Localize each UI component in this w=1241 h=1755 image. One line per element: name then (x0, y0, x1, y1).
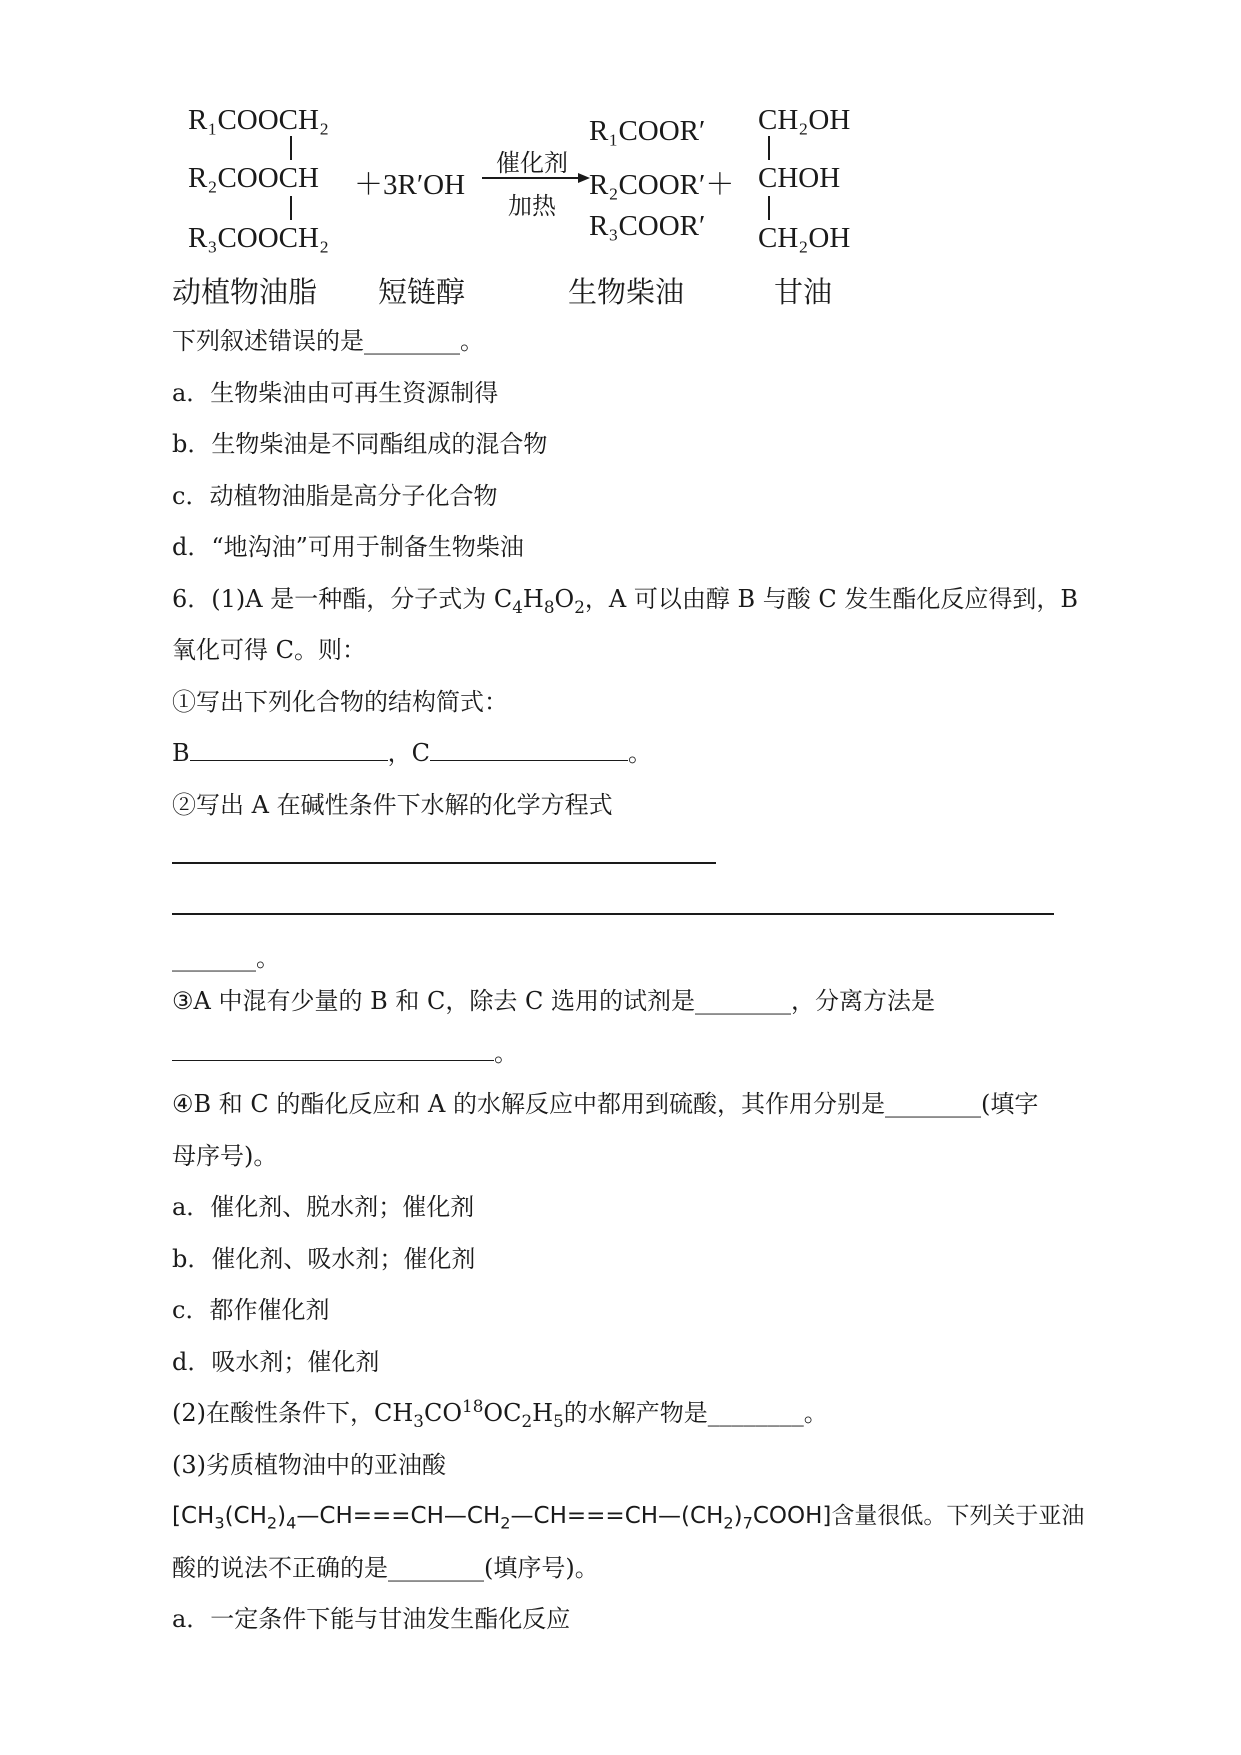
q5-option-a: a．生物柴油由可再生资源制得 (172, 379, 499, 407)
q6-part-3-option-a: a．一定条件下能与甘油发生酯化反应 (172, 1605, 571, 1633)
glycerol-row-2: CHOH (758, 162, 841, 194)
q5-option-c: c．动植物油脂是高分子化合物 (172, 482, 498, 510)
caption-fats: 动植物油脂 (172, 275, 318, 309)
q6-option-d: d．吸水剂；催化剂 (172, 1348, 380, 1376)
bond-line (768, 196, 770, 220)
q6-line-2: 氧化可得 C。则： (172, 636, 366, 664)
answer-line[interactable] (172, 913, 1054, 915)
q6-item-4-end: 母序号)。 (172, 1142, 278, 1170)
linoleic-formula: $[CH_3(CH_2)_4—CH===CH—CH_2—CH===CH—(CH_2)_7COOH]$含量很低。下列关于亚油 (172, 1503, 1085, 1533)
q6-part-3-stem: 酸的说法不正确的是________(填序号)。 (172, 1554, 599, 1582)
reaction-arrow (482, 171, 590, 185)
condition-label: 加热 (508, 192, 556, 220)
q6-part-3: (3)劣质植物油中的亚油酸 (172, 1451, 446, 1479)
product-row-1: R₁COOR′ (589, 115, 706, 147)
q6-item-2: ②写出 A 在碱性条件下水解的化学方程式 (172, 791, 613, 819)
reactant-row-2: R₂COOCH (188, 162, 319, 194)
caption-glycerol: 甘油 (774, 275, 833, 309)
answer-line[interactable] (172, 862, 716, 864)
q5-option-d: d．“地沟油”可用于制备生物柴油 (172, 533, 524, 561)
glycerol-row-3: CH₂OH (758, 222, 851, 254)
q6-option-b: b．催化剂、吸水剂；催化剂 (172, 1245, 476, 1273)
q6-item-2-end: _______。 (172, 944, 280, 972)
q6-line-1: 6．(1)A 是一种酯，分子式为 $C_4H_8O_2$，A 可以由醇 B 与酸 C 发生酯化反应得到，B (172, 585, 1079, 617)
reactant-row-3: R₃COOCH₂ (188, 222, 330, 254)
caption-biodiesel: 生物柴油 (568, 275, 685, 309)
alcohol-reagent: ＋3R′OH (354, 169, 466, 201)
q6-part-2: (2)在酸性条件下，$CH_3CO^{18}OC_2H_5$的水解产物是________。 (172, 1396, 828, 1431)
q6-item-4: ④B 和 C 的酯化反应和 A 的水解反应中都用到硫酸，其作用分别是________(填字 (172, 1090, 1039, 1118)
product-row-3: R₃COOR′ (589, 210, 706, 242)
catalyst-label: 催化剂 (496, 149, 568, 177)
bond-line (290, 196, 292, 220)
q6-option-a: a．催化剂、脱水剂；催化剂 (172, 1193, 475, 1221)
glycerol-row-1: CH₂OH (758, 104, 851, 136)
bond-line (768, 136, 770, 160)
blank-separation[interactable] (172, 1038, 494, 1061)
q6-item-3-blank: 。 (172, 1038, 518, 1068)
caption-alcohol: 短链醇 (378, 275, 466, 309)
blank-c[interactable] (430, 738, 628, 761)
q5-stem: 下列叙述错误的是________。 (172, 327, 484, 355)
q6-item-1: ①写出下列化合物的结构简式： (172, 688, 508, 716)
reactant-row-1: R₁COOCH₂ (188, 104, 330, 136)
q6-item-3: ③A 中混有少量的 B 和 C，除去 C 选用的试剂是________，分离方法是 (172, 987, 935, 1015)
q5-option-b: b．生物柴油是不同酯组成的混合物 (172, 430, 548, 458)
q6-bc-blanks: B ，C 。 (172, 739, 653, 767)
bond-line (290, 136, 292, 160)
q6-option-c: c．都作催化剂 (172, 1296, 330, 1324)
product-row-2: R₂COOR′＋ (589, 169, 735, 201)
blank-b[interactable] (190, 738, 388, 761)
